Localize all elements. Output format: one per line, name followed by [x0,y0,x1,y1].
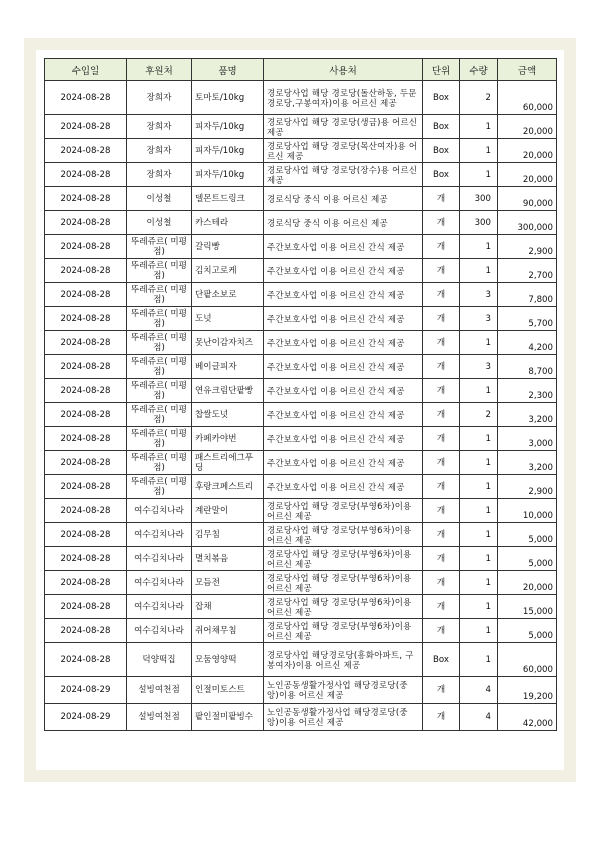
donor-cell: 뚜레쥬르( 미평점) [127,379,192,403]
donor-cell: 장희자 [127,81,192,115]
donation-table [44,58,557,731]
usage-cell: 노인공동생활가정사업 해당경로당(중앙)이용 어르신 제공 [264,677,423,704]
quantity-cell: 1 [460,139,498,163]
unit-cell: Box [423,643,460,677]
amount-cell: 20,000 [498,163,557,187]
unit-cell: 개 [423,451,460,475]
usage-cell: 노인공동생활가정사업 해당경로당(중앙)이용 어르신 제공 [264,704,423,731]
date-cell: 2024-08-28 [45,571,127,595]
quantity-cell: 2 [460,403,498,427]
date-cell: 2024-08-28 [45,499,127,523]
unit-cell: 개 [423,704,460,731]
table-row [45,331,557,355]
donor-cell: 여수김치나라 [127,547,192,571]
usage-cell: 경로당사업 해당 경로당(부영6차)이용 어르신 제공 [264,571,423,595]
table-row [45,283,557,307]
table-row [45,595,557,619]
table-row [45,704,557,731]
donor-cell: 여수김치나라 [127,499,192,523]
usage-cell: 경로당사업 해당 경로당(돌산하동, 두문경로당,구봉여자)이용 어르신 제공 [264,81,423,115]
usage-cell: 주간보호사업 이용 어르신 간식 제공 [264,355,423,379]
amount-cell: 3,200 [498,451,557,475]
item-cell: 갈릭빵 [192,235,264,259]
amount-cell: 2,900 [498,475,557,499]
unit-cell: 개 [423,283,460,307]
amount-cell: 60,000 [498,81,557,115]
header-amount: 금액 [498,59,557,81]
amount-cell: 20,000 [498,115,557,139]
table-row [45,307,557,331]
date-cell: 2024-08-29 [45,677,127,704]
quantity-cell: 1 [460,163,498,187]
date-cell: 2024-08-28 [45,163,127,187]
item-cell: 피자두/10kg [192,139,264,163]
amount-cell: 19,200 [498,677,557,704]
quantity-cell: 1 [460,643,498,677]
item-cell: 쥐어채무침 [192,619,264,643]
page-frame [24,38,576,782]
item-cell: 인절미토스트 [192,677,264,704]
unit-cell: 개 [423,523,460,547]
donor-cell: 뚜레쥬르( 미평점) [127,331,192,355]
date-cell: 2024-08-28 [45,307,127,331]
table-row [45,235,557,259]
unit-cell: 개 [423,331,460,355]
usage-cell: 경로당사업 해당 경로당(부영6차)이용 어르신 제공 [264,523,423,547]
amount-cell: 5,000 [498,619,557,643]
unit-cell: 개 [423,211,460,235]
date-cell: 2024-08-28 [45,331,127,355]
amount-cell: 60,000 [498,643,557,677]
unit-cell: 개 [423,379,460,403]
date-cell: 2024-08-28 [45,283,127,307]
donor-cell: 여수김치나라 [127,619,192,643]
quantity-cell: 3 [460,355,498,379]
item-cell: 피자두/10kg [192,115,264,139]
amount-cell: 3,000 [498,427,557,451]
unit-cell: 개 [423,307,460,331]
usage-cell: 경로당사업 해당 경로당(생금)용 어르신 제공 [264,115,423,139]
table-row [45,259,557,283]
usage-cell: 주간보호사업 이용 어르신 간식 제공 [264,379,423,403]
amount-cell: 5,700 [498,307,557,331]
amount-cell: 2,900 [498,235,557,259]
item-cell: 델몬트드링크 [192,187,264,211]
quantity-cell: 1 [460,547,498,571]
header-unit: 단위 [423,59,460,81]
item-cell: 단팥소보로 [192,283,264,307]
unit-cell: Box [423,139,460,163]
unit-cell: 개 [423,595,460,619]
unit-cell: 개 [423,571,460,595]
table-row [45,403,557,427]
usage-cell: 경로당사업 해당 경로당(목산여자)용 어르신 제공 [264,139,423,163]
date-cell: 2024-08-28 [45,403,127,427]
table-row [45,547,557,571]
date-cell: 2024-08-28 [45,475,127,499]
amount-cell: 42,000 [498,704,557,731]
item-cell: 못난이감자치즈 [192,331,264,355]
donor-cell: 뚜레쥬르( 미평점) [127,283,192,307]
amount-cell: 90,000 [498,187,557,211]
table-row [45,571,557,595]
unit-cell: 개 [423,355,460,379]
donor-cell: 이성철 [127,211,192,235]
unit-cell: 개 [423,187,460,211]
usage-cell: 주간보호사업 이용 어르신 간식 제공 [264,307,423,331]
usage-cell: 주간보호사업 이용 어르신 간식 제공 [264,259,423,283]
usage-cell: 주간보호사업 이용 어르신 간식 제공 [264,331,423,355]
table-row [45,163,557,187]
header-donor: 후원처 [127,59,192,81]
date-cell: 2024-08-28 [45,187,127,211]
quantity-cell: 1 [460,331,498,355]
unit-cell: Box [423,115,460,139]
quantity-cell: 4 [460,704,498,731]
table-row [45,187,557,211]
quantity-cell: 1 [460,571,498,595]
usage-cell: 경로당사업 해당 경로당(부영6차)이용 어르신 제공 [264,619,423,643]
quantity-cell: 1 [460,523,498,547]
donor-cell: 여수김치나라 [127,523,192,547]
item-cell: 모듬전 [192,571,264,595]
amount-cell: 4,200 [498,331,557,355]
donor-cell: 뚜레쥬르( 미평점) [127,475,192,499]
usage-cell: 경로식당 중식 이용 어르신 제공 [264,187,423,211]
amount-cell: 300,000 [498,211,557,235]
quantity-cell: 1 [460,595,498,619]
quantity-cell: 1 [460,475,498,499]
donor-cell: 뚜레쥬르( 미평점) [127,403,192,427]
donor-cell: 뚜레쥬르( 미평점) [127,451,192,475]
unit-cell: 개 [423,427,460,451]
amount-cell: 20,000 [498,571,557,595]
table-row [45,499,557,523]
unit-cell: 개 [423,499,460,523]
date-cell: 2024-08-28 [45,451,127,475]
table-row [45,523,557,547]
usage-cell: 주간보호사업 이용 어르신 간식 제공 [264,475,423,499]
amount-cell: 15,000 [498,595,557,619]
table-row [45,677,557,704]
item-cell: 연유크림단팥빵 [192,379,264,403]
donor-cell: 뚜레쥬르( 미평점) [127,307,192,331]
header-date: 수입일 [45,59,127,81]
date-cell: 2024-08-28 [45,619,127,643]
quantity-cell: 1 [460,115,498,139]
quantity-cell: 1 [460,427,498,451]
item-cell: 김치고로케 [192,259,264,283]
item-cell: 피자두/10kg [192,163,264,187]
donor-cell: 이성철 [127,187,192,211]
item-cell: 찹쌀도넛 [192,403,264,427]
unit-cell: 개 [423,235,460,259]
quantity-cell: 2 [460,81,498,115]
header-item: 품명 [192,59,264,81]
date-cell: 2024-08-28 [45,595,127,619]
table-row [45,115,557,139]
item-cell: 카페카야번 [192,427,264,451]
table-row [45,451,557,475]
amount-cell: 5,000 [498,523,557,547]
table-row [45,81,557,115]
usage-cell: 주간보호사업 이용 어르신 간식 제공 [264,283,423,307]
date-cell: 2024-08-28 [45,139,127,163]
amount-cell: 5,000 [498,547,557,571]
unit-cell: Box [423,163,460,187]
quantity-cell: 300 [460,187,498,211]
usage-cell: 주간보호사업 이용 어르신 간식 제공 [264,235,423,259]
item-cell: 패스트리에그푸딩 [192,451,264,475]
table-row [45,619,557,643]
date-cell: 2024-08-28 [45,355,127,379]
amount-cell: 2,300 [498,379,557,403]
unit-cell: 개 [423,259,460,283]
table-row [45,379,557,403]
unit-cell: Box [423,81,460,115]
item-cell: 베이글피자 [192,355,264,379]
donor-cell: 설빙여천점 [127,677,192,704]
table-row [45,427,557,451]
donor-cell: 설빙여천점 [127,704,192,731]
table-row [45,643,557,677]
amount-cell: 2,700 [498,259,557,283]
date-cell: 2024-08-28 [45,259,127,283]
usage-cell: 경로당사업 해당 경로당(부영6차)이용 어르신 제공 [264,595,423,619]
quantity-cell: 1 [460,499,498,523]
item-cell: 카스테라 [192,211,264,235]
item-cell: 토마토/10kg [192,81,264,115]
quantity-cell: 4 [460,677,498,704]
quantity-cell: 1 [460,259,498,283]
table-row [45,211,557,235]
item-cell: 김무침 [192,523,264,547]
quantity-cell: 3 [460,283,498,307]
donor-cell: 여수김치나라 [127,595,192,619]
usage-cell: 주간보호사업 이용 어르신 간식 제공 [264,451,423,475]
donor-cell: 덕양떡집 [127,643,192,677]
donor-cell: 장희자 [127,139,192,163]
page-inner [36,50,564,770]
item-cell: 계란말이 [192,499,264,523]
date-cell: 2024-08-28 [45,115,127,139]
quantity-cell: 1 [460,619,498,643]
amount-cell: 7,800 [498,283,557,307]
usage-cell: 주간보호사업 이용 어르신 간식 제공 [264,403,423,427]
unit-cell: 개 [423,475,460,499]
donor-cell: 뚜레쥬르( 미평점) [127,355,192,379]
header-row [45,59,557,81]
amount-cell: 3,200 [498,403,557,427]
amount-cell: 8,700 [498,355,557,379]
quantity-cell: 300 [460,211,498,235]
date-cell: 2024-08-28 [45,523,127,547]
item-cell: 모둠영양떡 [192,643,264,677]
donor-cell: 뚜레쥬르( 미평점) [127,259,192,283]
donor-cell: 뚜레쥬르( 미평점) [127,235,192,259]
item-cell: 후랑크페스트리 [192,475,264,499]
usage-cell: 경로당사업 해당 경로당(부영6차)이용 어르신 제공 [264,499,423,523]
donor-cell: 여수김치나라 [127,571,192,595]
header-quantity: 수량 [460,59,498,81]
table-row [45,355,557,379]
date-cell: 2024-08-28 [45,643,127,677]
usage-cell: 경로식당 중식 이용 어르신 제공 [264,211,423,235]
table-row [45,139,557,163]
quantity-cell: 1 [460,379,498,403]
unit-cell: 개 [423,677,460,704]
amount-cell: 20,000 [498,139,557,163]
item-cell: 잡채 [192,595,264,619]
unit-cell: 개 [423,547,460,571]
usage-cell: 경로당사업 해당 경로당(장수)용 어르신 제공 [264,163,423,187]
date-cell: 2024-08-28 [45,427,127,451]
unit-cell: 개 [423,403,460,427]
item-cell: 도넛 [192,307,264,331]
quantity-cell: 3 [460,307,498,331]
date-cell: 2024-08-28 [45,379,127,403]
donor-cell: 장희자 [127,115,192,139]
donor-cell: 장희자 [127,163,192,187]
quantity-cell: 1 [460,235,498,259]
quantity-cell: 1 [460,451,498,475]
date-cell: 2024-08-28 [45,211,127,235]
date-cell: 2024-08-28 [45,81,127,115]
usage-cell: 주간보호사업 이용 어르신 간식 제공 [264,427,423,451]
table-body [45,81,557,731]
date-cell: 2024-08-28 [45,235,127,259]
table-row [45,475,557,499]
item-cell: 멸치볶음 [192,547,264,571]
usage-cell: 경로당사업 해당경로당(흥화아파트, 구봉여자)이용 어르신 제공 [264,643,423,677]
header-usage: 사용처 [264,59,423,81]
date-cell: 2024-08-28 [45,547,127,571]
date-cell: 2024-08-29 [45,704,127,731]
amount-cell: 10,000 [498,499,557,523]
usage-cell: 경로당사업 해당 경로당(부영6차)이용 어르신 제공 [264,547,423,571]
unit-cell: 개 [423,619,460,643]
donor-cell: 뚜레쥬르( 미평점) [127,427,192,451]
item-cell: 팥인절미팥빙수 [192,704,264,731]
